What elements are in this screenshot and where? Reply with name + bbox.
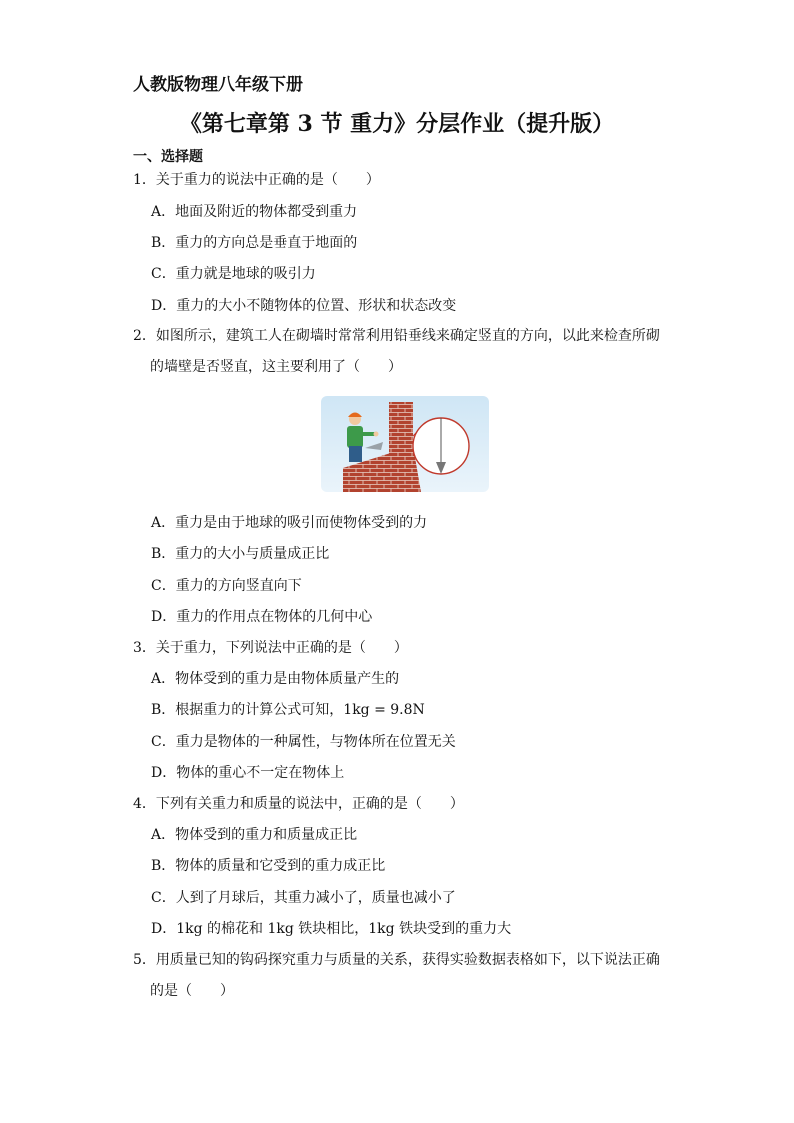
question-4-option-d: D．1kg 的棉花和 1kg 铁块相比，1kg 铁块受到的重力大 <box>151 921 512 937</box>
question-3-option-a: A．物体受到的重力是由物体质量产生的 <box>151 671 400 687</box>
question-3-option-d: D．物体的重心不一定在物体上 <box>151 765 345 781</box>
question-1-option-b: B．重力的方向总是垂直于地面的 <box>151 235 358 251</box>
section-heading: 一、选择题 <box>133 149 203 165</box>
question-4-option-a: A．物体受到的重力和质量成正比 <box>151 827 358 843</box>
question-1-option-c: C．重力就是地球的吸引力 <box>151 266 316 282</box>
question-2-option-a: A．重力是由于地球的吸引而使物体受到的力 <box>151 515 428 531</box>
document-title: 《第七章第 3 节 重力》分层作业（提升版） <box>179 111 615 137</box>
question-4-stem: 4．下列有关重力和质量的说法中，正确的是（ ） <box>133 796 464 812</box>
plumb-line-figure <box>321 396 489 492</box>
question-2-option-d: D．重力的作用点在物体的几何中心 <box>151 609 373 625</box>
question-3-option-c: C．重力是物体的一种属性，与物体所在位置无关 <box>151 734 456 750</box>
document-header: 人教版物理八年级下册 <box>133 75 303 95</box>
question-1-stem: 1．关于重力的说法中正确的是（ ） <box>133 172 380 188</box>
question-2-option-c: C．重力的方向竖直向下 <box>151 578 302 594</box>
question-3-stem: 3．关于重力，下列说法中正确的是（ ） <box>133 640 408 656</box>
question-1-option-a: A．地面及附近的物体都受到重力 <box>151 204 358 220</box>
question-4-option-b: B．物体的质量和它受到的重力成正比 <box>151 858 386 874</box>
question-1-option-d: D．重力的大小不随物体的位置、形状和状态改变 <box>151 298 457 314</box>
question-2-option-b: B．重力的大小与质量成正比 <box>151 546 330 562</box>
question-4-option-c: C．人到了月球后，其重力减小了，质量也减小了 <box>151 890 456 906</box>
question-3-option-b: B．根据重力的计算公式可知，1kg = 9.8N <box>151 702 425 718</box>
question-2-stem: 2．如图所示，建筑工人在砌墙时常常利用铅垂线来确定竖直的方向，以此来检查所砌 的墙壁是否竖直，这主要利用了（ ） <box>133 328 660 375</box>
question-5-stem: 5．用质量已知的钩码探究重力与质量的关系，获得实验数据表格如下，以下说法正确 的是（ ） <box>133 952 660 999</box>
